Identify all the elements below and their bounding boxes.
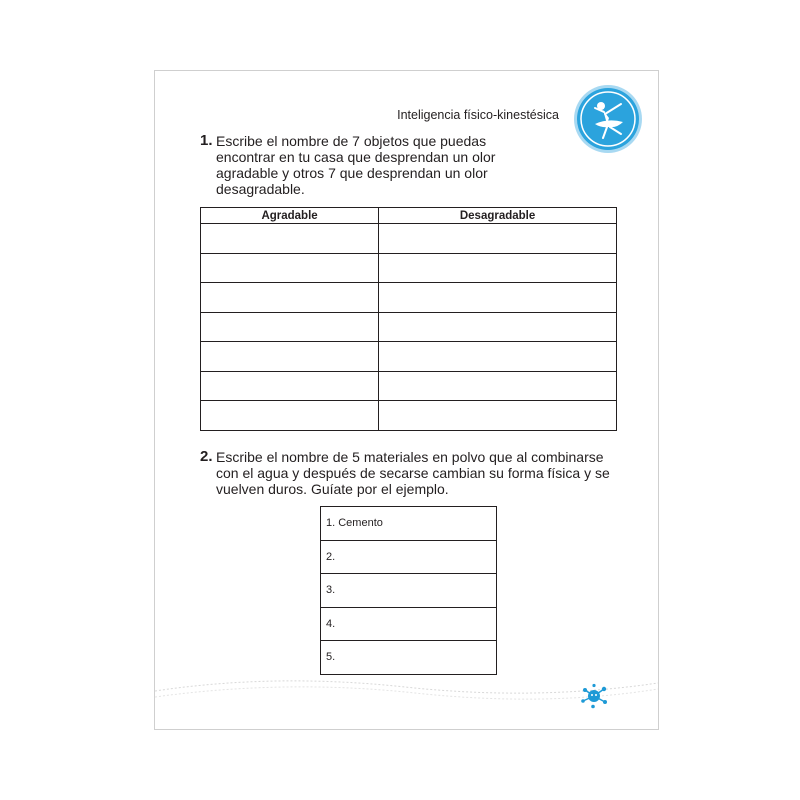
answer-cell[interactable] [201,371,379,401]
material-cell[interactable]: 2. [321,540,497,574]
odor-table [200,207,617,431]
table-row [321,507,497,541]
table-row [201,342,617,372]
answer-cell[interactable] [379,224,617,254]
table-row [321,574,497,608]
answer-cell[interactable] [201,224,379,254]
answer-cell[interactable] [379,342,617,372]
answer-cell[interactable] [201,312,379,342]
column-agradable: Agradable [201,208,379,224]
materials-table [320,506,497,675]
table-row [201,283,617,313]
question-2-number: 2. [200,448,213,465]
answer-cell[interactable] [379,253,617,283]
table-row [201,253,617,283]
material-cell[interactable]: 3. [321,574,497,608]
answer-cell[interactable] [379,283,617,313]
splash-icon [579,683,609,709]
answer-cell[interactable] [201,253,379,283]
material-cell[interactable]: 5. [321,641,497,675]
material-cell[interactable]: 1. Cemento [321,507,497,541]
column-desagradable: Desagradable [379,208,617,224]
answer-cell[interactable] [201,342,379,372]
table-row [321,607,497,641]
answer-cell[interactable] [201,401,379,431]
ballerina-icon [577,88,639,150]
question-2-text: Escribe el nombre de 5 materiales en polvo que al combinarse con el agua y después de secarse cambian su forma física y se vuelven duros. Guíate por el ejemplo. [216,449,610,497]
answer-cell[interactable] [379,312,617,342]
question-1-number: 1. [200,132,213,149]
table-row [201,371,617,401]
table-row [201,224,617,254]
material-cell[interactable]: 4. [321,607,497,641]
question-1-text: Escribe el nombre de 7 objetos que puedas encontrar en tu casa que desprendan un olor agradable y otros 7 que desprendan un olor desagradable. [216,133,496,197]
table-row [201,312,617,342]
table-row [201,401,617,431]
answer-cell[interactable] [379,371,617,401]
answer-cell[interactable] [201,283,379,313]
worksheet-page [154,70,659,730]
answer-cell[interactable] [379,401,617,431]
header-label: Inteligencia físico-kinestésica [397,108,559,122]
table-row [321,540,497,574]
